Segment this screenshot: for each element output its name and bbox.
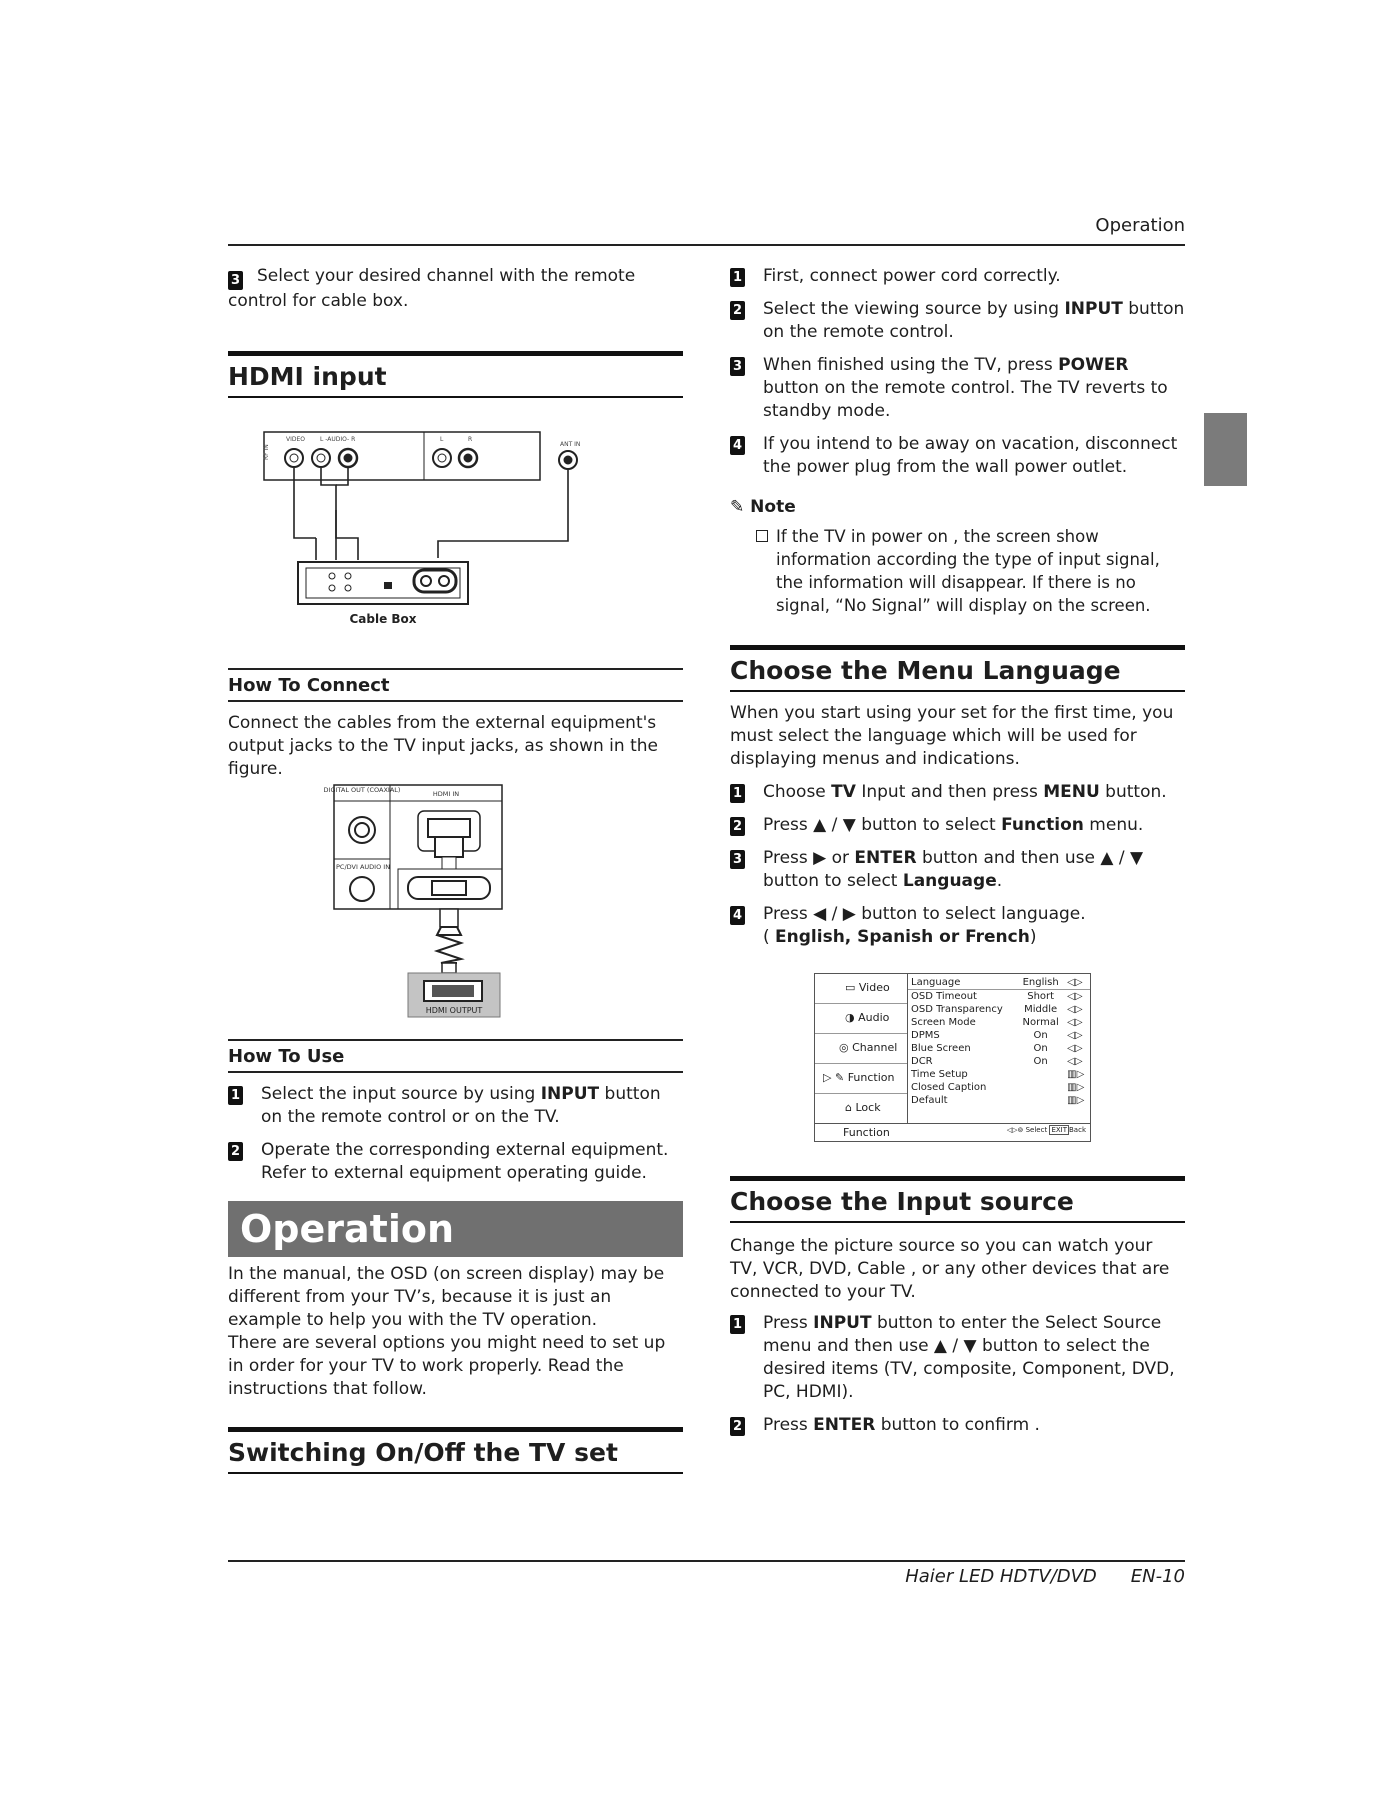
- step-number: 2: [730, 1417, 745, 1436]
- how-to-use-heading: How To Use: [228, 1039, 683, 1073]
- adjust-arrows-icon: ◁▷: [1067, 991, 1083, 1002]
- osd-tab-function: [815, 1064, 907, 1094]
- label-r: R: [468, 436, 473, 443]
- hdmi-input-heading: HDMI input: [228, 351, 683, 398]
- step-text: button to enter the Select Source menu and then use ▲ / ▼ button to select the desired items (TV, composite, Component, DVD, PC, HDMI).: [763, 1313, 1175, 1402]
- step-3-cable: [228, 265, 683, 313]
- step-number: 3: [730, 357, 745, 376]
- osd-footer-exit: EXIT: [1051, 1126, 1067, 1134]
- submenu-icon: ▥▷: [1067, 1069, 1085, 1080]
- osd-footer-label: Function: [843, 1126, 890, 1139]
- step-bold: TV: [831, 782, 856, 802]
- function-icon: ✎: [834, 1071, 848, 1084]
- video-icon: ▭: [845, 981, 859, 994]
- osd-row-name: Screen Mode: [911, 1017, 976, 1028]
- step-text: button.: [1099, 782, 1167, 802]
- step-bold: ENTER: [813, 1415, 876, 1435]
- label-video: VIDEO: [286, 436, 306, 443]
- use-step-2: [228, 1139, 683, 1185]
- step-text: Press ▶ or: [763, 848, 855, 868]
- adjust-arrows-icon: ◁▷: [1067, 1030, 1083, 1041]
- step-text: button on the remote control or on the TV.: [261, 1084, 661, 1127]
- cable-box-caption: Cable Box: [349, 612, 417, 626]
- step-number: 4: [730, 436, 745, 455]
- osd-row: [908, 990, 1090, 1004]
- step-text: ): [1029, 927, 1037, 947]
- step-text: Input and then press: [855, 782, 1044, 802]
- footer-rule: [228, 1560, 1185, 1562]
- step-text: Press: [763, 1415, 814, 1435]
- osd-tab-label: Function: [847, 1071, 895, 1084]
- step-text: When finished using the TV, press: [763, 355, 1059, 375]
- step-number: 3: [730, 850, 745, 869]
- step-text: Press ▲ / ▼ button to select: [763, 815, 1002, 835]
- lang-step-1: [730, 781, 1185, 804]
- osd-tab-label: Video: [858, 981, 890, 994]
- osd-row-name: DCR: [911, 1056, 933, 1067]
- osd-row-value: [1017, 1094, 1064, 1107]
- osd-settings-table: [908, 976, 1090, 1107]
- step-bold: Language: [902, 871, 997, 891]
- use-step-1: [228, 1083, 683, 1129]
- lang-step-3: [730, 847, 1185, 893]
- footer-brand: Haier LED HDTV/DVD: [905, 1566, 1097, 1587]
- page-number: EN-10: [1130, 1566, 1185, 1587]
- right-column: [730, 265, 1185, 1447]
- note-text: If the TV in power on , the screen show information according the type of input signal, the information will disappear. If there is no signal, “No Signal” will display on the screen.: [776, 527, 1160, 615]
- osd-row-name: Language: [911, 977, 961, 988]
- osd-tabs: [815, 974, 908, 1124]
- note-title: Note: [750, 497, 796, 517]
- step-number: 1: [730, 268, 745, 287]
- osd-row: [908, 1016, 1090, 1029]
- step-number: 3: [228, 271, 243, 290]
- step-bold: INPUT: [813, 1313, 872, 1333]
- osd-tab-label: Audio: [858, 1011, 890, 1024]
- step-text: button to confirm .: [875, 1415, 1040, 1435]
- selected-arrow-icon: ▷: [823, 1071, 835, 1084]
- step-number: 1: [730, 784, 745, 803]
- operation-banner: Operation: [228, 1201, 683, 1257]
- section-tab: [1204, 413, 1247, 486]
- operation-text-1: In the manual, the OSD (on screen display) may be different from your TV’s, because it is just an example to help you with the TV operation.: [228, 1264, 665, 1330]
- step-text: button on the remote control.: [763, 299, 1185, 342]
- step-bold: Function: [1001, 815, 1084, 835]
- osd-row-name: Time Setup: [911, 1069, 968, 1080]
- nav-arrows-icon: ◁▷⊚: [1006, 1126, 1026, 1134]
- connect-text: Connect the cables from the external equipment's output jacks to the TV input jacks, as shown in the figure.: [228, 713, 658, 779]
- menu-language-heading: Choose the Menu Language: [730, 645, 1185, 692]
- adjust-arrows-icon: ◁▷: [1067, 1017, 1083, 1028]
- operation-text-2: There are several options you might need to set up in order for your TV to work properly. Read the instructions that follow.: [228, 1333, 666, 1399]
- osd-function-menu: [814, 973, 1091, 1142]
- osd-row: [908, 1081, 1090, 1094]
- step-text: Operate the corresponding external equipment. Refer to external equipment operating guide.: [261, 1140, 669, 1183]
- power-step-2: [730, 298, 1185, 344]
- adjust-arrows-icon: ◁▷: [1067, 1004, 1083, 1015]
- osd-tab-label: Lock: [855, 1101, 881, 1114]
- step-bold: INPUT: [540, 1084, 600, 1104]
- step-text: button on the remote control. The TV reverts to standby mode.: [763, 378, 1168, 421]
- step-bold: POWER: [1058, 355, 1129, 375]
- osd-footer-back: Back: [1069, 1126, 1086, 1134]
- pencil-icon: ✎: [730, 497, 745, 517]
- power-step-4: [730, 433, 1185, 479]
- step-number: 2: [730, 817, 745, 836]
- adjust-arrows-icon: ◁▷: [1067, 1043, 1083, 1054]
- label-hdmi-in: HDMI IN: [432, 790, 460, 798]
- step-bold: MENU: [1043, 782, 1100, 802]
- osd-row: [908, 1029, 1090, 1042]
- input-source-heading: Choose the Input source: [730, 1176, 1185, 1223]
- submenu-icon: ▥▷: [1067, 1082, 1085, 1093]
- osd-settings: [908, 974, 1091, 1124]
- step-text: Press: [763, 1313, 814, 1333]
- osd-row-value: On: [1033, 1056, 1048, 1067]
- osd-row-value: On: [1033, 1043, 1048, 1054]
- osd-row: [908, 1068, 1090, 1081]
- osd-row-value: Normal: [1022, 1017, 1059, 1028]
- rca-jacks: [285, 449, 577, 469]
- osd-row-name: OSD Timeout: [911, 991, 977, 1002]
- osd-tab-channel: [815, 1034, 907, 1064]
- step-text: Select the input source by using: [261, 1084, 541, 1104]
- label-pc-audio: PC/DVI AUDIO IN: [336, 863, 391, 871]
- adjust-arrows-icon: ◁▷: [1067, 977, 1083, 988]
- osd-row: [908, 1003, 1090, 1016]
- note-item: [730, 525, 1185, 617]
- step-text: Select your desired channel with the remote control for cable box.: [228, 266, 636, 311]
- label-ant-in: ANT IN: [560, 441, 581, 448]
- label-digital-out: DIGITAL OUT (COAXIAL): [323, 786, 401, 794]
- step-number: 1: [228, 1086, 243, 1105]
- osd-tab-lock: [815, 1094, 907, 1123]
- step-text: First, connect power cord correctly.: [763, 266, 1061, 286]
- step-bold: INPUT: [1064, 299, 1123, 319]
- step-text: .: [996, 871, 1003, 891]
- osd-row: [908, 976, 1090, 990]
- osd-footer-select: Select: [1025, 1126, 1048, 1134]
- header-rule: [228, 244, 1185, 246]
- running-header: Operation: [1095, 215, 1185, 236]
- how-to-use-steps: [228, 1083, 683, 1185]
- label-hdmi-output: HDMI OUTPUT: [425, 1006, 483, 1015]
- input-step-2: [730, 1414, 1185, 1437]
- checkbox-bullet-icon: [756, 530, 768, 542]
- step-text: Press ◀ / ▶ button to select language.: [763, 904, 1086, 924]
- osd-row-name: Closed Caption: [911, 1082, 987, 1093]
- how-to-connect-heading: How To Connect: [228, 668, 683, 702]
- osd-row: [908, 1042, 1090, 1055]
- step-number: 2: [228, 1142, 243, 1161]
- osd-row-value: [1017, 1068, 1064, 1081]
- step-text: Choose: [763, 782, 832, 802]
- menu-language-text: When you start using your set for the first time, you must select the language which will be used for displaying menus and indications.: [730, 703, 1174, 769]
- switching-heading: Switching On/Off the TV set: [228, 1427, 683, 1474]
- channel-icon: ◎: [839, 1041, 853, 1054]
- label-audio: L -AUDIO- R: [320, 436, 356, 443]
- input-source-text: Change the picture source so you can watch your TV, VCR, DVD, Cable , or any other devices that are connected to your TV.: [730, 1236, 1170, 1302]
- osd-row-value: Middle: [1024, 1004, 1058, 1015]
- lang-step-2: [730, 814, 1185, 837]
- audio-icon: ◑: [845, 1011, 859, 1024]
- step-text: Select the viewing source by using: [763, 299, 1065, 319]
- osd-row-value: On: [1033, 1030, 1048, 1041]
- power-step-1: [730, 265, 1185, 288]
- note-heading: [730, 497, 1185, 517]
- step-number: 4: [730, 906, 745, 925]
- submenu-icon: ▥▷: [1067, 1095, 1085, 1106]
- osd-row-name: OSD Transparency: [911, 1004, 1003, 1015]
- cable-box-diagram: [228, 410, 683, 650]
- step-number: 1: [730, 1315, 745, 1334]
- step-text: menu.: [1083, 815, 1144, 835]
- input-step-1: [730, 1312, 1185, 1404]
- label-rf-in: RF IN: [263, 444, 270, 460]
- step-bold: English, Spanish or French: [775, 927, 1030, 947]
- step-text: If you intend to be away on vacation, disconnect the power plug from the wall power outlet.: [763, 434, 1178, 477]
- left-column: [228, 265, 683, 1474]
- lock-icon: ⌂: [845, 1101, 856, 1114]
- hdmi-connection-diagram: [228, 783, 683, 1019]
- osd-row-name: Blue Screen: [911, 1043, 971, 1054]
- osd-tab-label: Channel: [852, 1041, 898, 1054]
- osd-row-value: English: [1022, 977, 1059, 988]
- adjust-arrows-icon: ◁▷: [1067, 1056, 1083, 1067]
- osd-row: [908, 1055, 1090, 1068]
- step-text: button and then use ▲ / ▼ button to select: [763, 848, 1144, 891]
- osd-tab-video: [815, 974, 907, 1004]
- osd-row-name: Default: [911, 1095, 948, 1106]
- power-step-3: [730, 354, 1185, 423]
- lang-step-4: [730, 903, 1185, 949]
- step-bold: ENTER: [854, 848, 917, 868]
- osd-tab-audio: [815, 1004, 907, 1034]
- osd-row: [908, 1094, 1090, 1107]
- step-number: 2: [730, 301, 745, 320]
- page-footer: [905, 1566, 1185, 1587]
- osd-row-value: [1017, 1081, 1064, 1094]
- step-text: (: [763, 927, 776, 947]
- osd-footer: [815, 1124, 1090, 1142]
- osd-row-value: Short: [1027, 991, 1055, 1002]
- cables: [294, 468, 568, 560]
- label-l: L: [440, 436, 444, 443]
- osd-row-name: DPMS: [911, 1030, 940, 1041]
